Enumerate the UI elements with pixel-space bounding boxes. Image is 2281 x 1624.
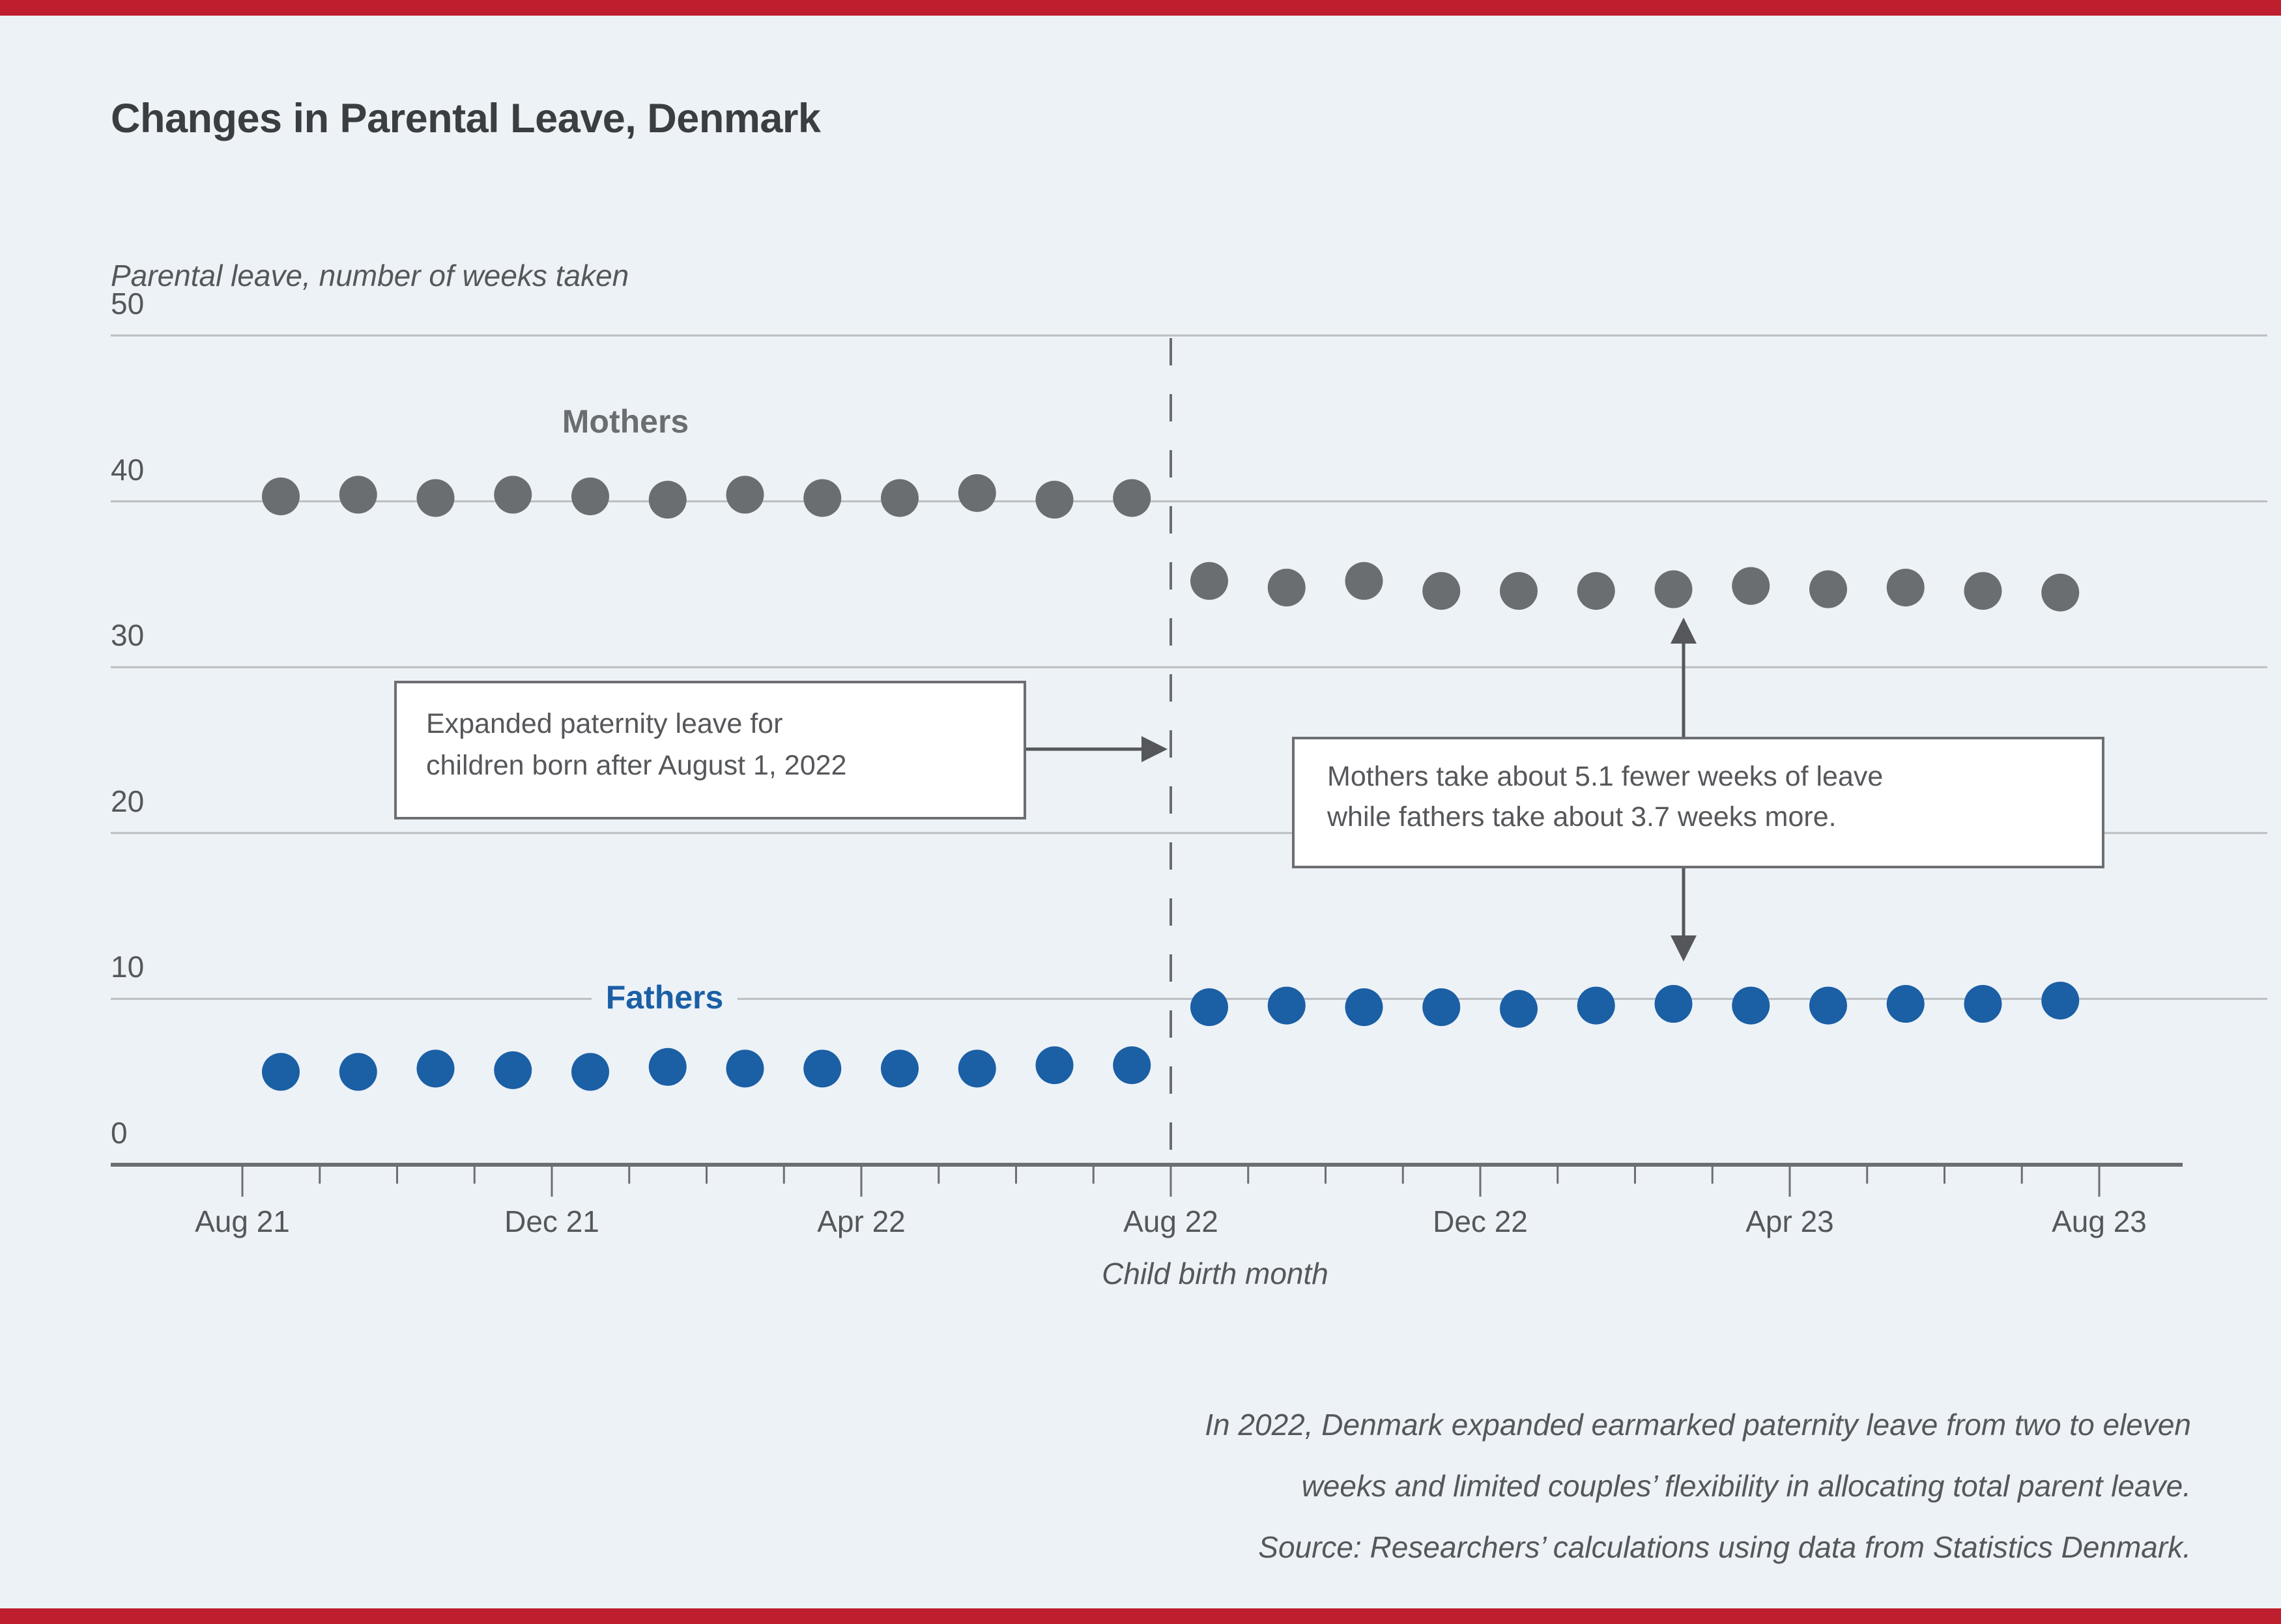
mothers-series-label: Mothers: [562, 403, 689, 440]
effect-arrow-up-head: [1671, 618, 1697, 644]
x-axis-title: Child birth month: [1102, 1257, 1328, 1290]
fathers-dot: [649, 1048, 687, 1086]
mothers-dot: [1500, 572, 1538, 610]
mothers-dot: [1190, 562, 1228, 600]
effect-annotation-box: [1292, 737, 2104, 868]
mothers-dot: [339, 476, 377, 513]
mothers-dot: [1887, 569, 1925, 606]
mothers-dot: [2041, 574, 2079, 612]
fathers-series-label-text: Fathers: [592, 977, 738, 1018]
mothers-dot: [1036, 481, 1074, 519]
policy-arrow-head: [1141, 736, 1168, 762]
mothers-dot: [1113, 479, 1151, 517]
mothers-dot: [1345, 562, 1383, 600]
y-tick-label-10: 10: [111, 950, 145, 984]
fathers-dot: [1036, 1046, 1074, 1084]
fathers-dot: [1887, 985, 1925, 1023]
x-tick-label: Aug 22: [1123, 1204, 1218, 1238]
footer-line1: In 2022, Denmark expanded earmarked paternity leave from two to eleven: [1205, 1408, 2191, 1442]
footer-note: [1205, 1394, 2191, 1578]
x-tick-label: Dec 22: [1433, 1204, 1528, 1238]
fathers-dot: [1964, 985, 2002, 1023]
effect-arrow-down-head: [1671, 935, 1697, 962]
mothers-dot: [494, 476, 532, 513]
page-title: Changes in Parental Leave, Denmark: [111, 96, 821, 141]
effect-annotation-line2: while fathers take about 3.7 weeks more.: [1327, 801, 1837, 833]
fathers-series-label: [534, 977, 795, 1018]
policy-annotation-line2: children born after August 1, 2022: [426, 750, 847, 781]
mothers-dot: [417, 479, 455, 517]
mothers-dot: [649, 481, 687, 519]
mothers-dot: [1577, 572, 1615, 610]
mothers-dot: [571, 477, 609, 515]
fathers-dot: [2041, 982, 2079, 1019]
y-tick-label-20: 20: [111, 784, 145, 818]
fathers-dot: [1113, 1046, 1151, 1084]
x-tick-label: Aug 21: [195, 1204, 290, 1238]
mothers-dot: [1964, 572, 2002, 610]
mothers-dot: [1732, 567, 1770, 605]
footer-line2: weeks and limited couples’ flexibility in allocating total parent leave.: [1301, 1469, 2191, 1503]
mothers-dot: [1422, 572, 1460, 610]
fathers-dot: [1809, 987, 1847, 1025]
x-tick-label: Apr 23: [1745, 1204, 1834, 1238]
fathers-dot: [262, 1053, 300, 1090]
mothers-dot: [958, 474, 996, 512]
x-axis-ticks: [242, 1167, 2099, 1197]
fathers-dot: [726, 1049, 764, 1087]
effect-annotation-line1: Mothers take about 5.1 fewer weeks of leave: [1327, 761, 1884, 792]
policy-callout-arrow: [1026, 736, 1168, 762]
x-tick-label: Apr 22: [817, 1204, 906, 1238]
fathers-dot: [1268, 987, 1306, 1025]
fathers-dot: [958, 1049, 996, 1087]
fathers-dot: [494, 1051, 532, 1089]
policy-annotation-box: [394, 681, 1026, 819]
fathers-dot: [881, 1049, 919, 1087]
fathers-dot: [339, 1053, 377, 1090]
fathers-dot: [1422, 988, 1460, 1026]
fathers-dot: [803, 1049, 841, 1087]
fathers-dot: [1732, 987, 1770, 1025]
y-tick-label-40: 40: [111, 452, 145, 487]
gridlines: [111, 335, 2267, 999]
y-axis-title: Parental leave, number of weeks taken: [111, 259, 629, 292]
fathers-dot: [1345, 988, 1383, 1026]
mothers-dot: [726, 476, 764, 513]
mothers-dot: [1809, 571, 1847, 608]
y-tick-label-0: 0: [111, 1116, 128, 1150]
fathers-dot: [1190, 988, 1228, 1026]
x-tick-label: Dec 21: [504, 1204, 599, 1238]
mothers-dot: [1655, 571, 1693, 608]
policy-annotation-line1: Expanded paternity leave for: [426, 708, 783, 739]
fathers-dot: [571, 1053, 609, 1090]
mothers-dot: [803, 479, 841, 517]
y-tick-label-50: 50: [111, 287, 145, 321]
fathers-dot: [417, 1049, 455, 1087]
fathers-dot: [1655, 985, 1693, 1023]
y-tick-label-30: 30: [111, 618, 145, 653]
mothers-dot: [881, 479, 919, 517]
footer-line3: Source: Researchers’ calculations using data from Statistics Denmark.: [1258, 1530, 2191, 1564]
fathers-dot: [1500, 990, 1538, 1028]
fathers-dot: [1577, 987, 1615, 1025]
mothers-dot: [262, 477, 300, 515]
mothers-dot: [1268, 569, 1306, 606]
x-tick-label: Aug 23: [2052, 1204, 2147, 1238]
